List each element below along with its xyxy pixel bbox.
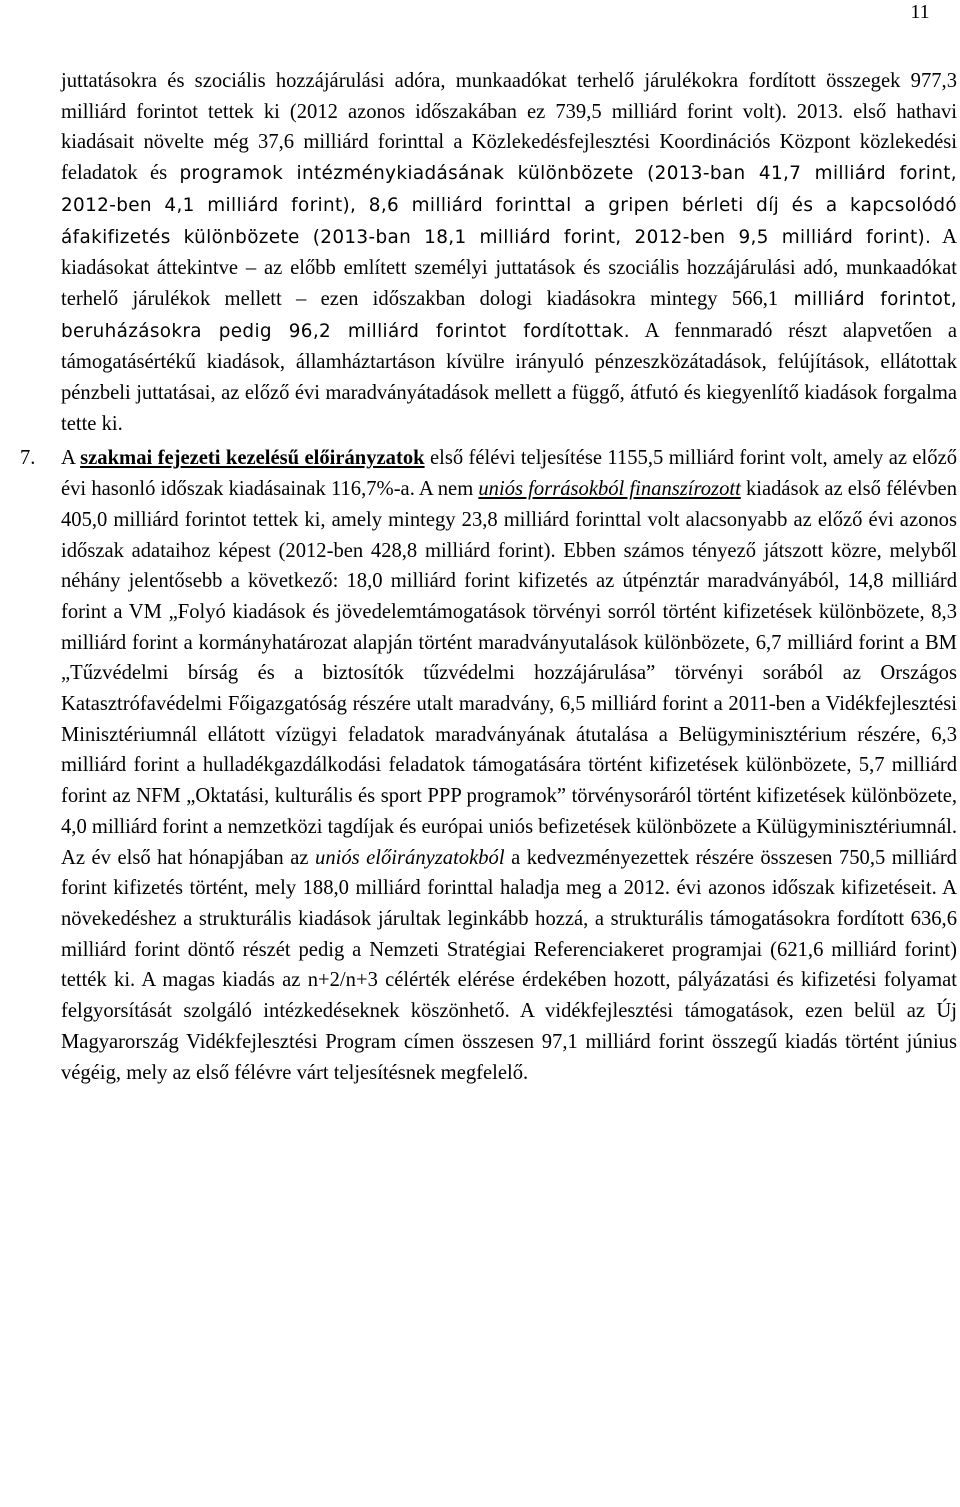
italic-underlined-term: uniós forrásokból finanszírozott — [478, 478, 741, 501]
text-segment-sans: milliárd forintot, beruházásokra pedig 96,2 milliárd forintot fordítottak. — [61, 288, 957, 342]
item-paragraph — [61, 443, 957, 1088]
text-segment-sans: programok intézménykiadásának különbözete (2013-ban 41,7 milliárd forint, 2012-ben 4,1 milliárd forint), 8,6 milliárd forinttal a gripen bérleti díj és a kapcsolódó áfakifizetés különbözete (2013-ban 18,1 milliárd forint, 2012-ben 9,5 milliárd forint). — [61, 163, 957, 248]
text-segment: A fennmaradó részt alapvetően a támogatásértékű kiadások, államháztartáson kívülre irányuló pénzeszközátadások, felújítások, ellátottak pénzbeli juttatásai, az előző évi maradványátadások mellett a függő, átfutó és kiegyenlítő kiadások forgalma tette ki. — [61, 319, 957, 435]
page-number: 11 — [910, 1, 930, 23]
text-segment: A — [61, 447, 81, 470]
document-body — [20, 66, 958, 1088]
item-number: 7. — [20, 447, 36, 470]
text-segment: a kedvezményezettek részére összesen 750,5 milliárd forint kifizetés történt, mely 188,0 milliárd forinttal haladja meg a 2012. évi azonos időszak kifizetéseit. A növekedéshez a strukturális kiadások járultak leginkább hozzá, a strukturális támogatásokra fordított 636,6 milliárd forint döntő részét pedig a Nemzeti Stratégiai Referenciakeret programjai (621,6 milliárd forint) tették ki. A magas kiadás az n+2/n+3 célérték elérése érdekében hozott, pályázatási és kifizetési folyamat felgyorsítását szolgáló intézkedéseknek köszönhető. A vidékfejlesztési támogatások, ezen belül az Új Magyarország Vidékfejlesztési Program címen összesen 97,1 milliárd forint összegű kiadás történt június végéig, mely az első félévre várt teljesítésnek megfelelő. — [61, 846, 957, 1084]
numbered-item-7 — [20, 443, 958, 1088]
paragraph-continuation — [61, 66, 957, 439]
italic-term: uniós előirányzatokból — [315, 846, 505, 869]
text-segment: A kiadásokat áttekintve – az előbb említett személyi juttatások és szociális hozzájárulási adó, munkaadókat terhelő járulékok mellett – ezen időszakban dologi kiadásokra mintegy 566,1 — [61, 225, 957, 310]
text-segment: kiadások az első félévben 405,0 milliárd forintot tettek ki, amely mintegy 23,8 milliárd forinttal volt alacsonyabb az előző évi azonos időszak adataihoz képest (2012-ben 428,8 milliárd forint). Ebben számos tényező játszott közre, melyből néhány jelentősebb a következő: 18,0 milliárd forint kifizetés az útpénztár maradványából, 14,8 milliárd forint a VM „Folyó kiadások és jövedelemtámogatások törvényi sorról történt kifizetések különbözete, 8,3 milliárd forint a kormányhatározat alapján történt maradványutalások különbözete, 6,7 milliárd forint a BM „Tűzvédelmi bírság és a biztosítók tűzvédelmi hozzájárulása” törvényi sorából az Országos Katasztrófavédelmi Főigazgatóság részére utalt maradvány, 6,5 milliárd forint a 2011-ben a Vidékfejlesztési Minisztériumnál ellátott vízügyi feladatok maradványának átutalása a Belügyminisztérium részére, 6,3 milliárd forint a hulladékgazdálkodási feladatok támogatására történt kifizetések különbözete, 5,7 milliárd forint az NFM „Oktatási, kulturális és sport PPP programok” törvénysoráról történt kifizetések különbözete, 4,0 milliárd forint a nemzetközi tagdíjak és európai uniós befizetések különbözete a Külügyminisztériumnál. Az év első hat hónapjában az — [61, 478, 957, 869]
text-segment: első félévi teljesítése 1155,5 milliárd forint volt, amely az előző évi hasonló időszak kiadásainak 116,7%-a. A nem — [61, 447, 958, 501]
text-segment: juttatásokra és szociális hozzájárulási adóra, munkaadókat terhelő járulékokra fordított összegek 977,3 milliárd forintot tettek ki (2012 azonos időszakában ez 739,5 milliárd forint volt). 2013. első hathavi kiadásait növelte még 37,6 milliárd forinttal a Közlekedésfejlesztési Koordinációs Központ közlekedési feladatok és — [61, 70, 957, 185]
bold-underlined-term: szakmai fejezeti kezelésű előirányzatok — [80, 447, 425, 470]
